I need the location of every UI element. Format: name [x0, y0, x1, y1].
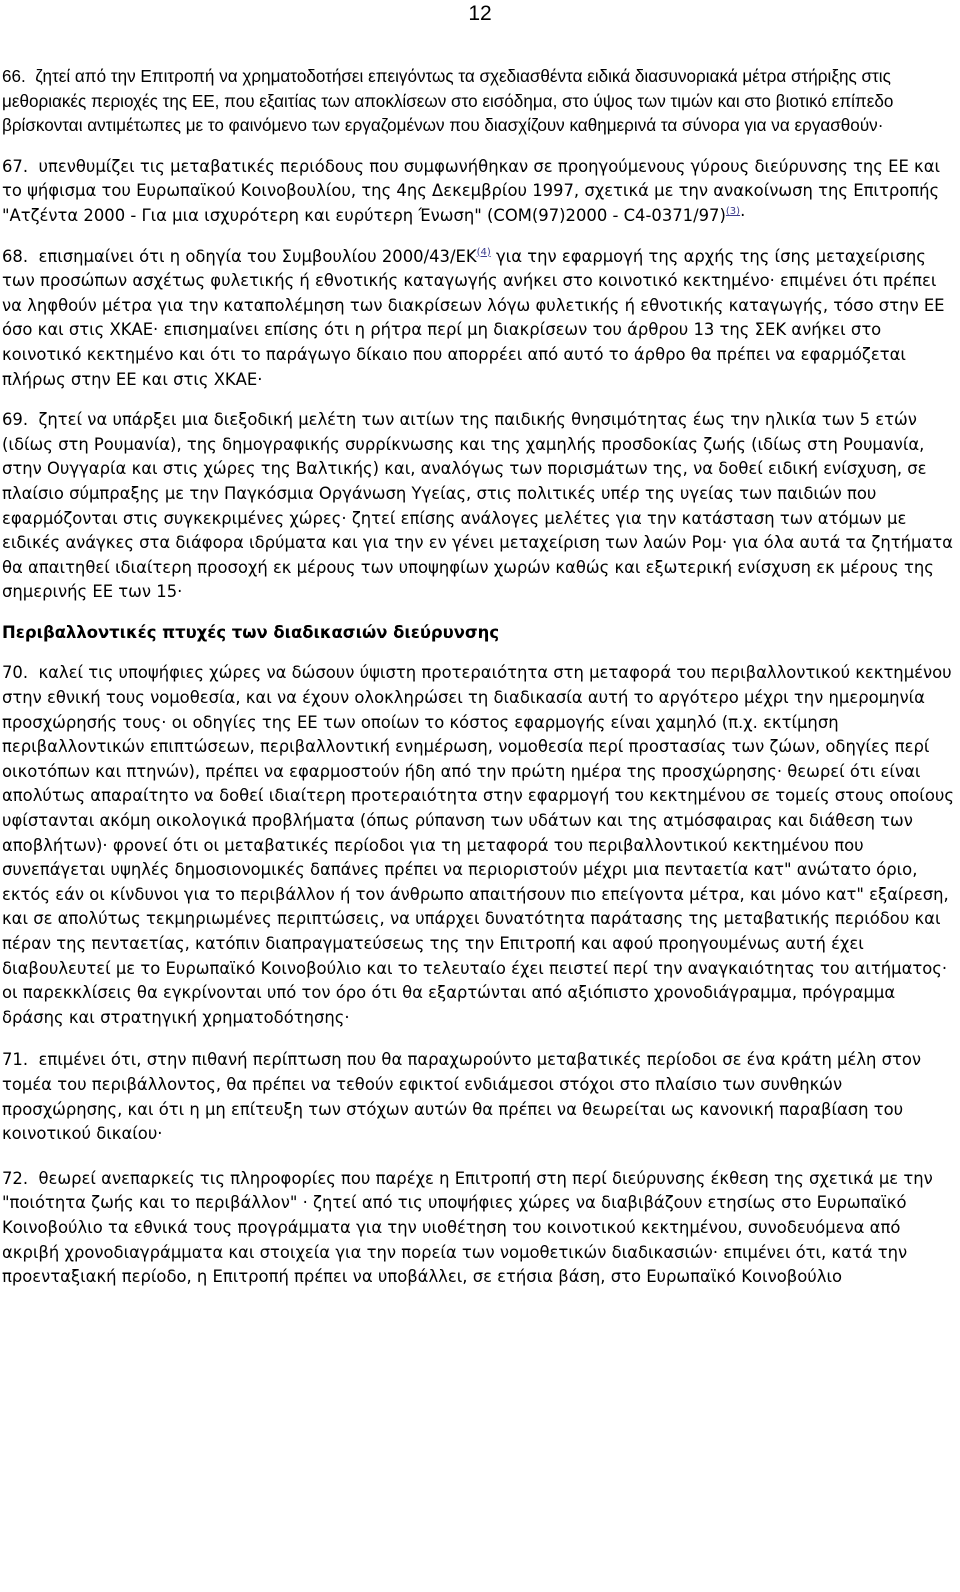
paragraph-66 — [2, 65, 954, 139]
paragraph-text: ζητεί να υπάρξει μια διεξοδική μελέτη των αιτίων της παιδικής θνησιμότητας έως την ηλικία των 5 ετών (ιδίως στη Ρουμανία), της δημογραφικής συρρίκνωσης και της χαμηλής προσδοκίας ζωής (ιδίως στη Ρουμανία, στην Ουγγαρία και στις χώρες της Βαλτικής) και, αναλόγως των πορισμάτων της, να δοθεί ειδική ενίσχυση, σε πλαίσιο σύμπραξης με την Παγκόσμια Οργάνωση Υγείας, στις πολιτικές υπέρ της υγείας των παιδιών που εφαρμόζονται στις συγκεκριμένες χώρες· ζητεί επίσης ανάλογες μελέτες για την κατάσταση των ατόμων με ειδικές ανάγκες στα διάφορα ιδρύματα και για την εν γένει μεταχείριση των λαών Ρομ· για όλα αυτά τα ζητήματα θα απαιτηθεί ιδιαίτερη προσοχή εκ μέρους των υποψηφίων χωρών καθώς και εξωτερική ενίσχυση εκ μέρους της σημερινής ΕΕ των 15· — [2, 410, 953, 602]
paragraph-text: θεωρεί ανεπαρκείς τις πληροφορίες που παρέχε η Επιτροπή στη περί διεύρυνσης έκθεση της σχετικά με την "ποιότητα ζωής και το περιβάλλον" · ζητεί από τις υποψήφιες χώρες να διαβιβάζουν ετησίως στο Ευρωπαϊκό Κοινοβούλιο τα εθνικά τους προγράμματα για την υιοθέτηση του κοινοτικού κεκτημένου, συνοδευόμενα από ακριβή χρονοδιαγράμματα και στοιχεία για την πορεία των νομοθετικών διαδικασιών· επιμένει ότι, κατά την προενταξιακή περίοδο, η Επιτροπή πρέπει να υποβάλλει, σε ετήσια βάση, στο Ευρωπαϊκό Κοινοβούλιο — [2, 1168, 933, 1287]
paragraph-number: 66. — [2, 67, 26, 86]
paragraph-number: 71. — [2, 1050, 29, 1070]
paragraph-number: 68. — [2, 246, 29, 266]
footnote-link-4[interactable]: (4) — [476, 246, 491, 258]
page-number: 12 — [468, 2, 492, 25]
paragraph-69 — [2, 408, 954, 605]
footnote-link-3[interactable]: (3) — [725, 205, 741, 217]
paragraph-text: επιμένει ότι, στην πιθανή περίπτωση που θα παραχωρούντο μεταβατικές περίοδοι σε ένα κράτη μέλη στον τομέα του περιβάλλοντος, θα πρέπει να τεθούν εφικτοί ενδιάμεσοι στόχοι στο πλαίσιο των συνθηκών προσχώρησης, και ότι η μη επίτευξη των στόχων αυτών θα πρέπει να θεωρείται ως κανονική παραβίαση του κοινοτικού δικαίου· — [2, 1050, 922, 1144]
paragraph-number: 67. — [2, 156, 29, 176]
paragraph-text-continued: για την εφαρμογή της αρχής της ίσης μεταχείρισης των προσώπων ασχέτως φυλετικής ή εθνοτικής καταγωγής ανήκει στο κοινοτικό κεκτημένο· επιμένει ότι πρέπει να ληφθούν μέτρα για την καταπολέμηση των διακρίσεων λόγω φυλετικής ή εθνοτικής καταγωγής, τόσο στην ΕΕ όσο και στις ΧΚΑΕ· επισημαίνει επίσης ότι η ρήτρα περί μη διακρίσεων του άρθρου 13 της ΣΕΚ ανήκει στο κοινοτικό κεκτημένο και ότι το παράγωγο δίκαιο που απορρέει από αυτό το άρθρο θα πρέπει να εφαρμόζεται πλήρως στην ΕΕ και στις ΧΚΑΕ· — [2, 246, 945, 389]
paragraph-72 — [2, 1167, 954, 1290]
document-body — [2, 65, 954, 1290]
paragraph-text: υπενθυμίζει τις μεταβατικές περιόδους που συμφωνήθηκαν σε προηγούμενους γύρους διεύρυνσης της ΕΕ και το ψήφισμα του Ευρωπαϊκού Κοινοβουλίου, της 4ης Δεκεμβρίου 1997, σχετικά με την ανακοίνωση της Επιτροπής "Ατζέντα 2000 - Για μια ισχυρότερη και ευρύτερη Ένωση" (COM(97)2000 - C4-0371/97) — [2, 156, 941, 225]
paragraph-68 — [2, 245, 954, 393]
paragraph-tail: · — [740, 205, 746, 225]
paragraph-number: 70. — [2, 663, 29, 683]
paragraph-67 — [2, 155, 954, 229]
paragraph-number: 72. — [2, 1168, 29, 1188]
paragraph-70 — [2, 661, 954, 1030]
paragraph-number: 69. — [2, 410, 29, 430]
section-heading: Περιβαλλοντικές πτυχές των διαδικασιών διεύρυνσης — [2, 622, 500, 642]
paragraph-text: ζητεί από την Επιτροπή να χρηματοδοτήσει επειγόντως τα σχεδιασθέντα ειδικά διασυνοριακά μέτρα στήριξης στις μεθοριακές περιοχές της ΕΕ, που εξαιτίας των αποκλίσεων στο εισόδημα, στο ύψος των τιμών και στο βιοτικό επίπεδο βρίσκονται αντιμέτωπες με το φαινόμενο των εργαζομένων που διασχίζουν καθημερινά τα σύνορα για να εργασθούν· — [2, 67, 894, 136]
paragraph-text: καλεί τις υποψήφιες χώρες να δώσουν ύψιστη προτεραιότητα στη μεταφορά του περιβαλλοντικού κεκτημένου στην εθνική τους νομοθεσία, και να έχουν ολοκληρώσει τη διαδικασία αυτή το αργότερο μέχρι την ημερομηνία προσχώρησής τους· οι οδηγίες της ΕΕ των οποίων το κόστος εφαρμογής είναι χαμηλό (π.χ. εκτίμηση περιβαλλοντικών επιπτώσεων, περιβαλλοντική ενημέρωση, νομοθεσία περί προστασίας των ζώων, οδηγίες περί οικοτόπων και πτηνών), πρέπει να εφαρμοστούν ήδη από την πρώτη ημέρα της προσχώρησης· θεωρεί ότι είναι απολύτως απαραίτητο να δοθεί ιδιαίτερη προτεραιότητα στην εφαρμογή του κεκτημένου σε τομείς στους οποίους υφίστανται ακόμη οικολογικά προβλήματα (όπως ρύπανση των υδάτων και της ατμόσφαιρας και διάθεση των αποβλήτων)· φρονεί ότι οι μεταβατικές περίοδοι για τη μεταφορά του περιβαλλοντικού κεκτημένου που συνεπάγεται υψηλές δημοσιονομικές δαπάνες πρέπει να περιοριστούν μέχρι μια πενταετία κατ" ανώτατο όριο, εκτός εάν οι κίνδυνοι για το περιβάλλον ή τον άνθρωπο απαιτήσουν πιο επείγοντα μέτρα, και μόνο κατ" εξαίρεση, και σε απολύτως τεκμηριωμένες περιπτώσεις, να υπάρχει δυνατότητα παράτασης της μεταβατικής περιόδου και πέραν της πενταετίας, κατόπιν διαπραγματεύσεως της την Επιτροπή και αφού προηγουμένως αυτή έχει διαβουλευτεί με το Ευρωπαϊκό Κοινοβούλιο και το τελευταίο έχει πειστεί περί την αναγκαιότητας του αιτήματος· οι παρεκκλίσεις θα εγκρίνονται υπό τον όρο ότι θα εξαρτώνται από αξιόπιστο χρονοδιάγραμμα, πρόγραμμα δράσης και στρατηγική χρηματοδότησης· — [2, 663, 954, 1027]
paragraph-71 — [2, 1048, 954, 1146]
paragraph-text: επισημαίνει ότι η οδηγία του Συμβουλίου 2000/43/ΕΚ — [38, 246, 477, 266]
